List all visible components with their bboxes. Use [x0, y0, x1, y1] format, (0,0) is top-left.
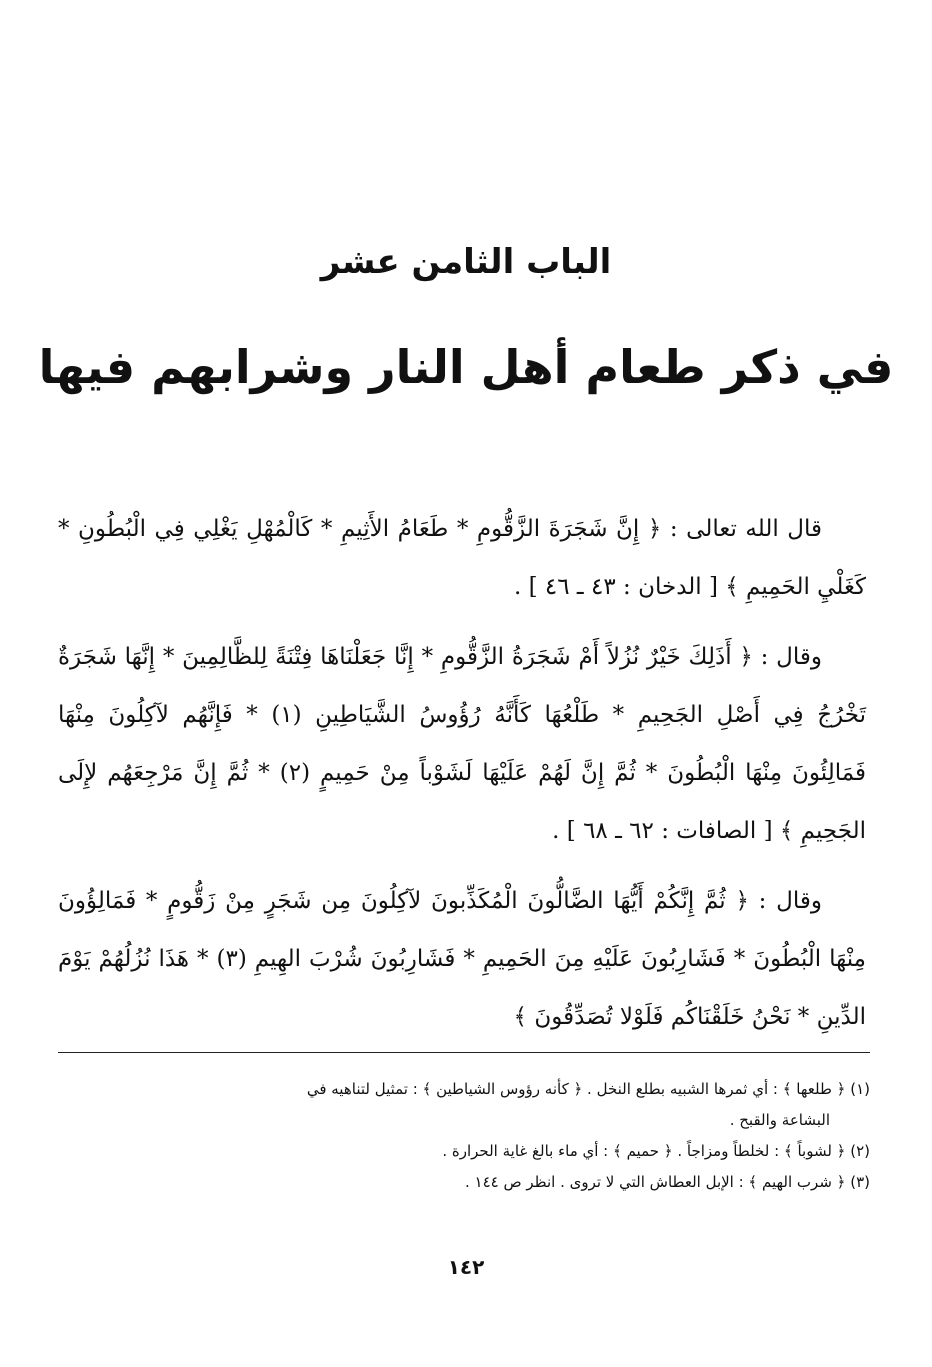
footnotes	[58, 1074, 870, 1198]
paragraph-2: وقال : ﴿ أَذَلِكَ خَيْرٌ نُزُلاً أَمْ شَجَرَةُ الزَّقُّومِ * إِنَّا جَعَلْنَاهَا فِتْنَةً لِلظَّالِمِينَ * إِنَّهَا شَجَرَةٌ تَخْرُجُ فِي أَصْلِ الجَحِيمِ * طَلْعُهَا كَأَنَّهُ رُؤُوسُ الشَّيَاطِينِ (١) * فَإِنَّهُم لآكِلُونَ مِنْهَا فَمَالِئُونَ مِنْهَا الْبُطُونَ * ثُمَّ إِنَّ لَهُمْ عَلَيْهَا لَشَوْباً مِنْ حَمِيمٍ (٢) * ثُمَّ إِنَّ مَرْجِعَهُم لإِلَى الجَحِيمِ ﴾ [ الصافات : ٦٢ ـ ٦٨ ] .	[58, 644, 867, 844]
chapter-title: في ذكر طعام أهل النار وشرابهم فيها	[38, 340, 894, 394]
paragraph-1: قال الله تعالى : ﴿ إِنَّ شَجَرَةَ الزَّقُّومِ * طَعَامُ الأَثِيمِ * كَالْمُهْلِ يَغْلِي فِي الْبُطُونِ * كَغَلْيِ الحَمِيمِ ﴾ [ الدخان : ٤٣ ـ ٤٦ ] .	[58, 516, 866, 600]
chapter-number: الباب الثامن عشر	[320, 242, 612, 282]
footnote-1-continuation: البشاعة والقبح .	[729, 1111, 830, 1129]
footnote-2: (٢) ﴿ لشوباً ﴾ : لخلطاً ومزاجاً . ﴿ حميم ﴾ : أي ماء بالغ غاية الحرارة .	[442, 1142, 870, 1160]
main-text	[58, 500, 866, 1058]
paragraph-3: وقال : ﴿ ثُمَّ إِنَّكُمْ أَيُّهَا الضَّالُّونَ الْمُكَذِّبونَ لآكِلُونَ مِن شَجَرٍ مِنْ زَقُّومٍ * فَمَالِؤُونَ مِنْهَا الْبُطُونَ * فَشَارِبُونَ عَلَيْهِ مِنَ الحَمِيمِ * فَشَارِبُونَ شُرْبَ الهِيمِ (٣) * هَذَا نُزُلُهُمْ يَوْمَ الدِّينِ * نَحْنُ خَلَقْنَاكُم فَلَوْلا تُصَدِّقُونَ ﴾	[58, 888, 867, 1030]
footnote-divider	[58, 1052, 870, 1053]
page-number: ١٤٢	[447, 1255, 485, 1279]
footnote-1: (١) ﴿ طلعها ﴾ : أي ثمرها الشبيه بطلع النخل . ﴿ كأنه رؤوس الشياطين ﴾ : تمثيل لتناهيه في	[306, 1080, 870, 1098]
footnote-3: (٣) ﴿ شرب الهيم ﴾ : الإبل العطاش التي لا تروى . انظر ص ١٤٤ .	[464, 1173, 870, 1191]
